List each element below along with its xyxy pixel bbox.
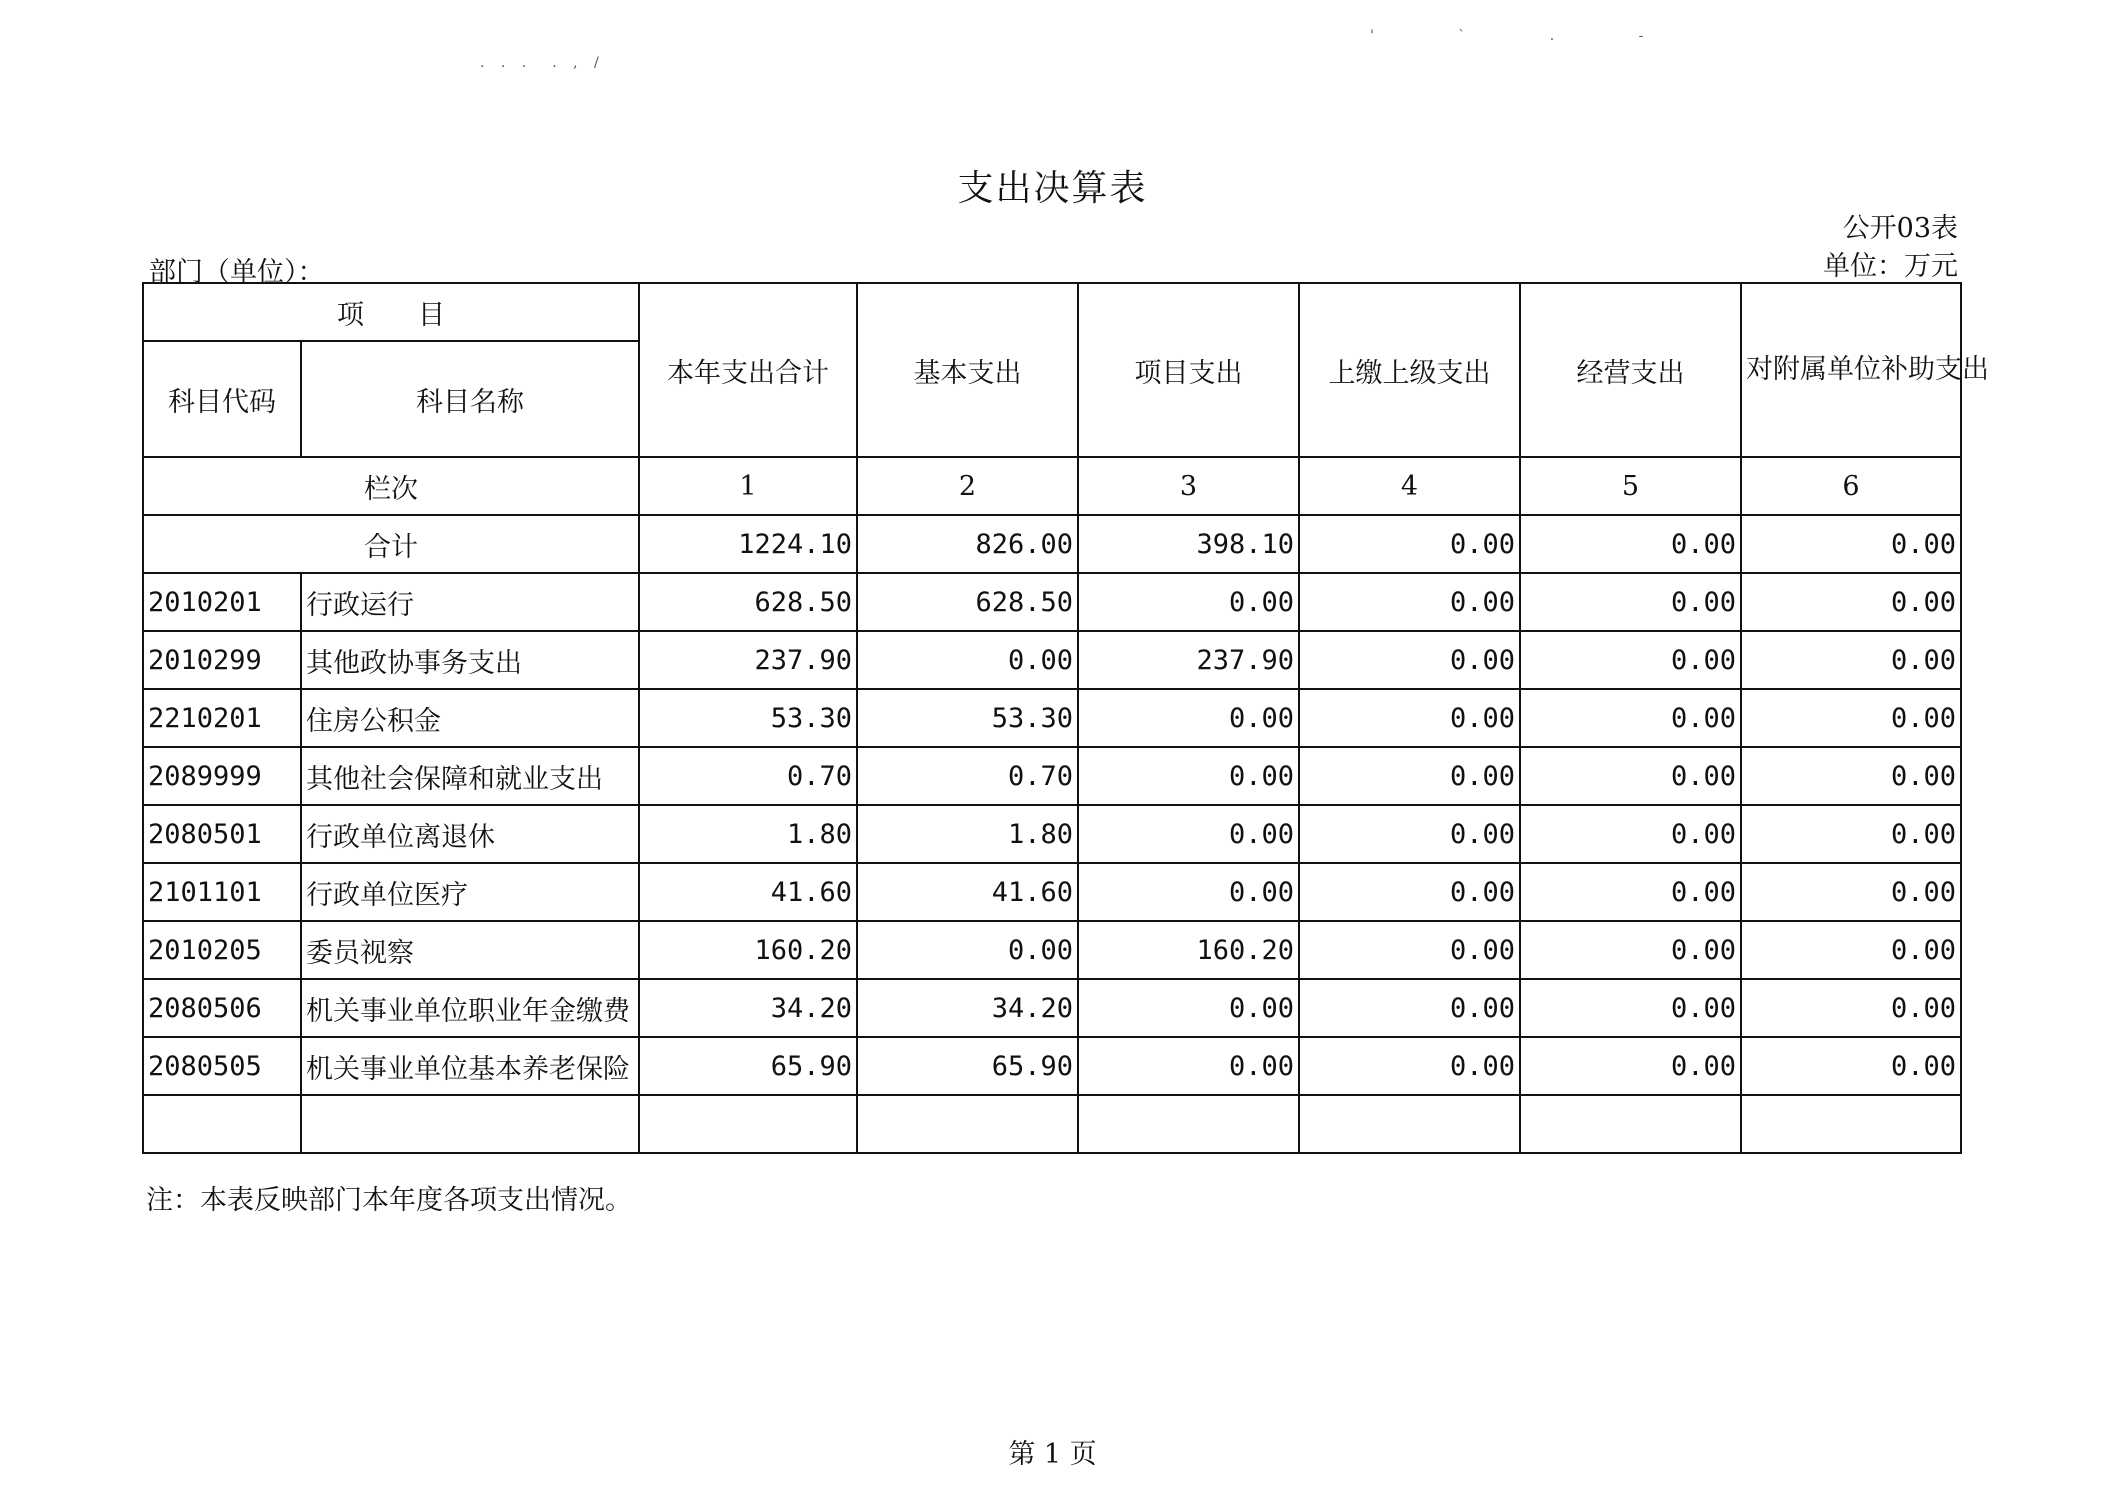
row-name: 机关事业单位基本养老保险 [301, 1037, 639, 1095]
header-col-6: 对附属单位补助支出 [1741, 283, 1961, 457]
row-cell: 0.00 [1520, 863, 1741, 921]
empty-cell [1520, 1095, 1741, 1153]
row-cell: 0.00 [1520, 1037, 1741, 1095]
unit-label: 单位：万元 [1823, 251, 1958, 282]
empty-row [143, 1095, 1961, 1153]
row-cell: 0.00 [1078, 689, 1299, 747]
row-cell: 0.00 [1299, 631, 1520, 689]
row-code: 2089999 [143, 747, 301, 805]
table-row [143, 921, 1961, 979]
row-cell: 0.00 [1741, 921, 1961, 979]
empty-cell [301, 1095, 639, 1153]
empty-cell [1741, 1095, 1961, 1153]
row-cell: 65.90 [639, 1037, 857, 1095]
row-name: 住房公积金 [301, 689, 639, 747]
header-col-3: 项目支出 [1078, 283, 1299, 457]
row-name: 其他政协事务支出 [301, 631, 639, 689]
row-cell: 0.00 [1299, 805, 1520, 863]
row-cell: 628.50 [857, 573, 1078, 631]
total-row [143, 515, 1961, 573]
header-item: 项 目 [143, 283, 639, 341]
row-name: 行政单位医疗 [301, 863, 639, 921]
table-row [143, 689, 1961, 747]
row-cell: 34.20 [639, 979, 857, 1037]
row-cell: 0.00 [1520, 921, 1741, 979]
total-cell: 826.00 [857, 515, 1078, 573]
row-cell: 0.00 [1299, 863, 1520, 921]
empty-cell [143, 1095, 301, 1153]
scan-specks-right: ' ` . - [1370, 28, 1684, 44]
scan-specks: . . . . , / [480, 55, 605, 71]
row-cell: 0.00 [1299, 573, 1520, 631]
row-cell: 0.00 [1741, 573, 1961, 631]
row-name: 行政运行 [301, 573, 639, 631]
row-cell: 0.00 [1741, 689, 1961, 747]
total-cell: 1224.10 [639, 515, 857, 573]
empty-cell [857, 1095, 1078, 1153]
row-cell: 0.00 [1078, 805, 1299, 863]
table-note: 注：本表反映部门本年度各项支出情况。 [146, 1185, 632, 1216]
index-cell: 1 [639, 457, 857, 515]
row-cell: 0.00 [1520, 979, 1741, 1037]
row-cell: 160.20 [1078, 921, 1299, 979]
header-row-1 [143, 283, 1961, 341]
row-cell: 0.00 [1078, 573, 1299, 631]
row-cell: 65.90 [857, 1037, 1078, 1095]
row-cell: 0.00 [1520, 689, 1741, 747]
row-cell: 0.00 [1299, 921, 1520, 979]
department-label: 部门（单位）： [149, 257, 325, 288]
total-cell: 398.10 [1078, 515, 1299, 573]
header-code: 科目代码 [143, 341, 301, 457]
table-row [143, 631, 1961, 689]
form-number: 公开03表 [1842, 213, 1958, 244]
row-cell: 0.00 [1078, 863, 1299, 921]
row-cell: 41.60 [857, 863, 1078, 921]
row-code: 2210201 [143, 689, 301, 747]
row-cell: 0.00 [1520, 805, 1741, 863]
index-cell: 5 [1520, 457, 1741, 515]
row-cell: 1.80 [857, 805, 1078, 863]
row-cell: 0.00 [1078, 1037, 1299, 1095]
row-cell: 0.00 [1741, 1037, 1961, 1095]
table-row [143, 747, 1961, 805]
header-col-4: 上缴上级支出 [1299, 283, 1520, 457]
row-cell: 34.20 [857, 979, 1078, 1037]
row-code: 2010201 [143, 573, 301, 631]
table-row [143, 1037, 1961, 1095]
row-cell: 0.00 [1741, 747, 1961, 805]
header-name: 科目名称 [301, 341, 639, 457]
row-code: 2010299 [143, 631, 301, 689]
row-name: 其他社会保障和就业支出 [301, 747, 639, 805]
index-cell: 2 [857, 457, 1078, 515]
total-cell: 0.00 [1741, 515, 1961, 573]
index-row [143, 457, 1961, 515]
row-cell: 0.00 [1520, 747, 1741, 805]
row-cell: 0.00 [1299, 1037, 1520, 1095]
empty-cell [639, 1095, 857, 1153]
row-cell: 53.30 [639, 689, 857, 747]
header-col-2: 基本支出 [857, 283, 1078, 457]
table-row [143, 573, 1961, 631]
row-code: 2080506 [143, 979, 301, 1037]
row-cell: 0.00 [1741, 805, 1961, 863]
row-cell: 0.00 [1078, 979, 1299, 1037]
page-title: 支出决算表 [957, 168, 1148, 209]
row-code: 2010205 [143, 921, 301, 979]
total-cell: 0.00 [1520, 515, 1741, 573]
table-row [143, 805, 1961, 863]
page-number: 第 1 页 [1008, 1439, 1097, 1470]
row-code: 2080501 [143, 805, 301, 863]
index-label: 栏次 [143, 457, 639, 515]
row-cell: 0.00 [1299, 979, 1520, 1037]
empty-cell [1299, 1095, 1520, 1153]
row-cell: 237.90 [1078, 631, 1299, 689]
row-name: 机关事业单位职业年金缴费 [301, 979, 639, 1037]
row-cell: 0.00 [1299, 689, 1520, 747]
empty-cell [1078, 1095, 1299, 1153]
row-cell: 0.00 [857, 921, 1078, 979]
row-cell: 160.20 [639, 921, 857, 979]
row-cell: 0.70 [857, 747, 1078, 805]
row-code: 2080505 [143, 1037, 301, 1095]
table-row [143, 863, 1961, 921]
row-cell: 0.00 [1299, 747, 1520, 805]
expenditure-table [142, 282, 1989, 1154]
row-cell: 0.00 [1520, 573, 1741, 631]
row-name: 委员视察 [301, 921, 639, 979]
row-cell: 0.00 [1078, 747, 1299, 805]
row-cell: 628.50 [639, 573, 857, 631]
row-cell: 0.00 [1741, 631, 1961, 689]
row-cell: 1.80 [639, 805, 857, 863]
header-col-5: 经营支出 [1520, 283, 1741, 457]
header-col-1: 本年支出合计 [639, 283, 857, 457]
row-cell: 53.30 [857, 689, 1078, 747]
total-cell: 0.00 [1299, 515, 1520, 573]
table-row [143, 979, 1961, 1037]
row-name: 行政单位离退休 [301, 805, 639, 863]
row-cell: 0.00 [1741, 979, 1961, 1037]
row-cell: 0.00 [1520, 631, 1741, 689]
index-cell: 3 [1078, 457, 1299, 515]
row-code: 2101101 [143, 863, 301, 921]
row-cell: 237.90 [639, 631, 857, 689]
index-cell: 6 [1741, 457, 1961, 515]
total-label: 合计 [143, 515, 639, 573]
row-cell: 41.60 [639, 863, 857, 921]
row-cell: 0.00 [1741, 863, 1961, 921]
index-cell: 4 [1299, 457, 1520, 515]
row-cell: 0.70 [639, 747, 857, 805]
row-cell: 0.00 [857, 631, 1078, 689]
